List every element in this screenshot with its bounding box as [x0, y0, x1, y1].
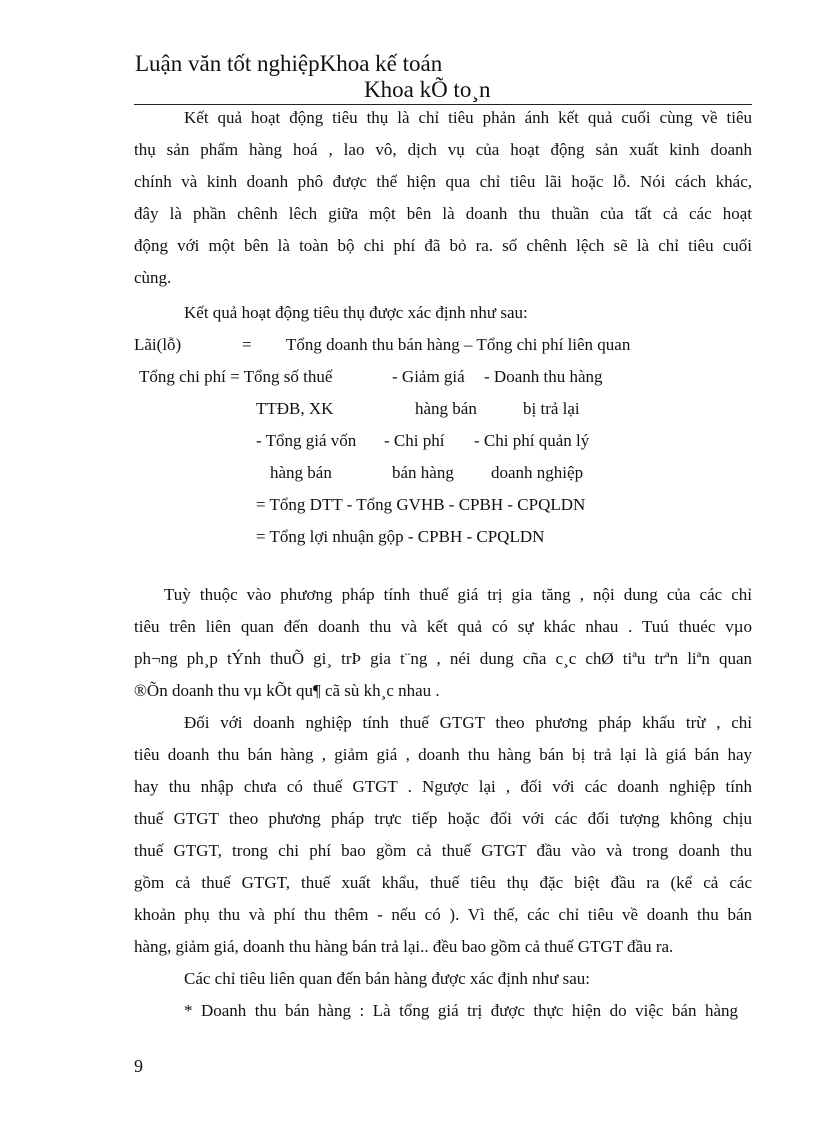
formula-cp2-term: - Chi phí quản lý: [474, 431, 590, 450]
paragraph-line: cùng.: [134, 268, 172, 287]
paragraph-line: Kết quả hoạt động tiêu thụ là chỉ tiêu phản ánh kết quả cuối cùng về tiêu: [184, 108, 752, 127]
paragraph-line: đây là phần chênh lêch giữa một bên là doanh thu thuần của tất cả các hoạt: [134, 204, 752, 223]
paragraph-line: Các chỉ tiêu liên quan đến bán hàng được xác định như sau:: [184, 969, 591, 988]
paragraph-line: động với một bên là toàn bộ chi phí đã bỏ ra. số chênh lệch sẽ là chỉ tiêu cuối: [134, 236, 752, 255]
formula-cp-sub: hàng bán: [415, 399, 477, 418]
formula-cp-sub: TTĐB, XK: [256, 399, 334, 418]
paragraph-line: khoản phụ thu và phí thu thêm - nếu có ). Vì thế, các chỉ tiêu về doanh thu bán: [134, 905, 752, 924]
formula-equation: = Tổng lợi nhuận gộp - CPBH - CPQLDN: [256, 527, 545, 546]
formula-cp2-sub: hàng bán: [270, 463, 332, 482]
header-subtitle: Khoa kÕ to¸n: [364, 77, 491, 102]
page-number: 9: [134, 1056, 143, 1076]
paragraph-line: Đối với doanh nghiệp tính thuế GTGT theo phương pháp khấu trừ , chỉ: [184, 713, 752, 732]
formula-cp2-term: - Tổng giá vốn: [256, 431, 357, 450]
formula-cp2-sub: doanh nghiệp: [491, 463, 584, 482]
header-title: Luận văn tốt nghiệpKhoa kế toán: [135, 51, 443, 76]
formula-cp-term: - Giảm giá: [392, 367, 465, 386]
paragraph-line: thuế GTGT, trong chi phí bao gồm cả thuế GTGT đầu vào và trong doanh thu: [134, 841, 752, 860]
paragraph-line: thụ sản phẩm hàng hoá , lao vô, dịch vụ của hoạt động sản xuất kinh doanh: [134, 140, 752, 159]
formula-cp-label: Tổng chi phí = Tổng số thuế: [139, 367, 333, 386]
paragraph-line: gồm cả thuế GTGT, thuế xuất khẩu, thuế tiêu thụ đặc biệt đầu ra (kể cả các: [134, 873, 752, 892]
paragraph-line: ph¬ng ph¸p tÝnh thuÕ gi¸ trÞ gia t¨ng , néi dung cña c¸c chØ tiªu trªn liªn quan: [134, 649, 752, 668]
formula-lai-label: Lãi(lỗ): [134, 335, 182, 354]
formula-cp2-sub: bán hàng: [392, 463, 454, 482]
paragraph-line: hàng, giảm giá, doanh thu hàng bán trả lại.. đều bao gồm cả thuế GTGT đầu ra.: [134, 937, 674, 956]
paragraph-line: * Doanh thu bán hàng : Là tổng giá trị được thực hiện do việc bán hàng: [184, 1001, 738, 1020]
paragraph-line: tiêu doanh thu bán hàng , giảm giá , doanh thu hàng bán bị trả lại là giá bán hay: [134, 745, 752, 764]
formula-cp2-term: - Chi phí: [384, 431, 445, 450]
paragraph-line: Kết quả hoạt động tiêu thụ được xác định như sau:: [184, 303, 528, 322]
paragraph-line: hay thu nhập chưa có thuế GTGT . Ngược lại , đối với các doanh nghiệp tính: [134, 777, 752, 796]
paragraph-line: chính và kinh doanh phô được thể hiện qua chỉ tiêu lãi hoặc lỗ. Nói cách khác,: [134, 172, 752, 191]
paragraph-line: Tuỳ thuộc vào phương pháp tính thuế giá trị gia tăng , nội dung của các chỉ: [164, 585, 752, 604]
paragraph-line: ®Õn doanh thu vµ kÕt qu¶ cã sù kh¸c nhau .: [134, 681, 440, 700]
formula-cp-term: - Doanh thu hàng: [484, 367, 603, 386]
formula-equation: = Tổng DTT - Tổng GVHB - CPBH - CPQLDN: [256, 495, 586, 514]
paragraph-line: tiêu trên liên quan đến doanh thu và kết quả có sự khác nhau . Tuú thuéc vµo: [134, 617, 752, 636]
paragraph-line: thuế GTGT theo phương pháp trực tiếp hoặc đối với các đối tượng không chịu: [134, 809, 752, 828]
formula-cp-sub: bị trả lại: [523, 399, 580, 418]
formula-lai-rhs: Tổng doanh thu bán hàng – Tổng chi phí liên quan: [286, 335, 631, 354]
header-rule: [134, 104, 752, 105]
formula-equals: =: [242, 335, 252, 354]
